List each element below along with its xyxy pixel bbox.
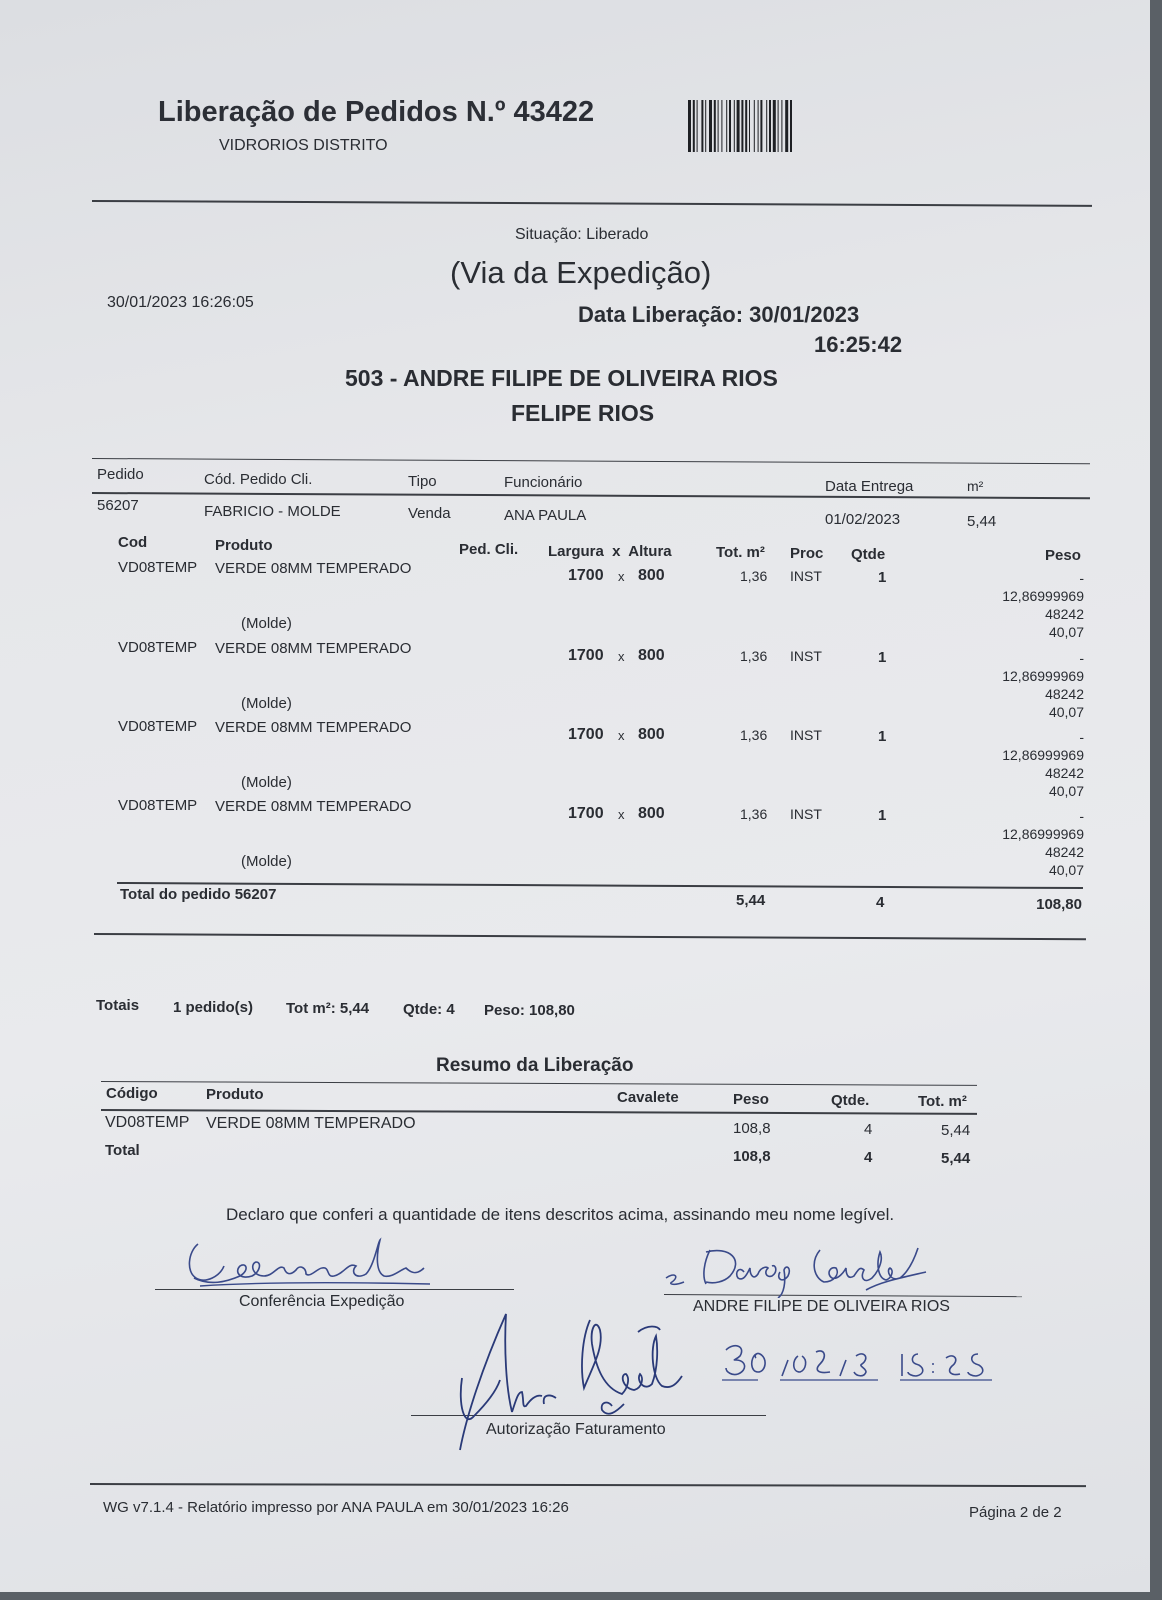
items-col-peso: Peso (1045, 547, 1081, 564)
item-proc: INST (790, 648, 822, 664)
handwritten-date (720, 1338, 1010, 1388)
item-peso-line: 48242 (1045, 606, 1084, 622)
order-cod-pedido-cli: FABRICIO - MOLDE (204, 503, 341, 520)
item-altura: 800 (638, 567, 665, 584)
items-col-produto: Produto (215, 537, 273, 554)
items-col-ped-cli: Ped. Cli. (459, 541, 519, 558)
item-tot-m2: 1,36 (740, 727, 768, 743)
item-qtde: 1 (878, 569, 887, 586)
summary-row-qtde: 4 (864, 1121, 873, 1138)
item-peso-line: 40,07 (1048, 624, 1084, 640)
client-line: 503 - ANDRE FILIPE DE OLIVEIRA RIOS (345, 365, 778, 391)
item-altura: 800 (638, 726, 665, 743)
handwritten-signature-autorizacao (452, 1308, 692, 1456)
summary-col-qtde: Qtde. (831, 1092, 870, 1109)
item-altura: 800 (638, 805, 665, 822)
summary-title: Resumo da Liberação (436, 1055, 634, 1076)
item-peso-line: 48242 (1045, 686, 1084, 702)
item-peso-line: 48242 (1045, 765, 1084, 781)
item-produto: VERDE 08MM TEMPERADO (215, 719, 412, 736)
item-peso-line: - (1079, 570, 1084, 586)
status-text: Situação: Liberado (515, 226, 649, 243)
col-funcionario: Funcionário (504, 474, 583, 491)
item-cod: VD08TEMP (118, 559, 198, 576)
item-cod: VD08TEMP (118, 639, 198, 656)
handwritten-signature-cliente (660, 1238, 935, 1298)
order-m2: 5,44 (967, 513, 997, 530)
col-m2: m² (967, 478, 984, 494)
summary-total-peso: 108,8 (733, 1148, 771, 1165)
signature-label-conferencia: Conferência Expedição (239, 1293, 405, 1310)
handwritten-signature-conferencia (180, 1232, 440, 1294)
summary-row-codigo: VD08TEMP (105, 1114, 190, 1131)
order-total-m2: 5,44 (736, 892, 766, 909)
item-cod: VD08TEMP (118, 797, 198, 814)
col-tipo: Tipo (408, 473, 437, 490)
order-total-label: Total do pedido 56207 (120, 886, 277, 903)
summary-col-codigo: Código (106, 1085, 158, 1102)
col-pedido: Pedido (97, 466, 144, 483)
item-peso-line: 40,07 (1048, 862, 1084, 878)
item-tot-m2: 1,36 (740, 568, 768, 584)
item-peso-line: - (1079, 729, 1084, 745)
signature-label-autorizacao: Autorização Faturamento (486, 1421, 666, 1438)
order-data-entrega: 01/02/2023 (825, 511, 901, 528)
item-qtde: 1 (878, 807, 887, 824)
item-tot-m2: 1,36 (740, 648, 768, 664)
item-peso-line: 12,86999969 (1002, 747, 1084, 763)
item-x: x (618, 569, 625, 584)
items-col-tot-m2: Tot. m² (716, 544, 765, 561)
item-produto: VERDE 08MM TEMPERADO (215, 560, 412, 577)
items-col-cod: Cod (118, 534, 148, 551)
summary-col-cavalete: Cavalete (617, 1089, 679, 1106)
footer-page-number: Página 2 de 2 (969, 1504, 1062, 1521)
totals-peso: Peso: 108,80 (484, 1002, 575, 1019)
item-note: (Molde) (241, 695, 292, 712)
copy-label: (Via da Expedição) (450, 255, 712, 290)
summary-row-peso: 108,8 (733, 1120, 771, 1137)
order-total-qtde: 4 (876, 894, 885, 911)
items-col-dims: Largura x Altura (548, 543, 672, 560)
summary-total-qtde: 4 (864, 1149, 873, 1166)
order-pedido: 56207 (97, 497, 139, 514)
item-altura: 800 (638, 647, 665, 664)
item-x: x (618, 649, 625, 664)
order-tipo: Venda (408, 505, 451, 522)
item-produto: VERDE 08MM TEMPERADO (215, 640, 412, 657)
item-proc: INST (790, 806, 822, 822)
item-largura: 1700 (568, 726, 604, 743)
totals-label: Totais (96, 997, 140, 1014)
items-col-qtde: Qtde (851, 546, 886, 563)
item-note: (Molde) (241, 853, 292, 870)
item-largura: 1700 (568, 805, 604, 822)
release-date: Data Liberação: 30/01/2023 (578, 302, 860, 327)
item-x: x (618, 728, 625, 743)
item-peso-line: 40,07 (1048, 783, 1084, 799)
item-largura: 1700 (568, 647, 604, 664)
summary-col-produto: Produto (206, 1086, 264, 1103)
release-time: 16:25:42 (814, 332, 903, 357)
item-peso-line: 12,86999969 (1002, 668, 1084, 684)
item-proc: INST (790, 568, 822, 584)
summary-row-produto: VERDE 08MM TEMPERADO (206, 1115, 416, 1132)
totals-m2: Tot m²: 5,44 (286, 1000, 370, 1017)
item-note: (Molde) (241, 774, 292, 791)
document-title: Liberação de Pedidos N.º 43422 (158, 96, 595, 128)
item-cod: VD08TEMP (118, 718, 198, 735)
item-peso-line: 48242 (1045, 844, 1084, 860)
signature-label-cliente: ANDRE FILIPE DE OLIVEIRA RIOS (693, 1298, 950, 1315)
item-peso-line: - (1079, 808, 1084, 824)
item-note: (Molde) (241, 615, 292, 632)
client-short-name: FELIPE RIOS (511, 400, 655, 426)
item-peso-line: 12,86999969 (1002, 588, 1084, 604)
item-produto: VERDE 08MM TEMPERADO (215, 798, 412, 815)
summary-col-peso: Peso (733, 1091, 769, 1108)
order-funcionario: ANA PAULA (504, 507, 587, 524)
summary-total-m2: 5,44 (941, 1150, 971, 1167)
item-x: x (618, 807, 625, 822)
item-tot-m2: 1,36 (740, 806, 768, 822)
totals-qtde: Qtde: 4 (403, 1001, 455, 1018)
item-largura: 1700 (568, 567, 604, 584)
declaration-text: Declaro que conferi a quantidade de itens descritos acima, assinando meu nome legível. (226, 1205, 895, 1224)
item-qtde: 1 (878, 728, 887, 745)
company-name: VIDRORIOS DISTRITO (219, 137, 388, 154)
order-total-peso: 108,80 (1036, 896, 1082, 913)
col-cod-pedido-cli: Cód. Pedido Cli. (204, 471, 313, 488)
item-peso-line: - (1079, 650, 1084, 666)
footer-printed-by: WG v7.1.4 - Relatório impresso por ANA PAULA em 30/01/2023 16:26 (103, 1499, 569, 1516)
item-peso-line: 40,07 (1048, 704, 1084, 720)
summary-col-tot-m2: Tot. m² (918, 1093, 967, 1110)
totals-pedidos: 1 pedido(s) (173, 999, 254, 1016)
summary-total-label: Total (105, 1142, 140, 1159)
item-proc: INST (790, 727, 822, 743)
summary-row-m2: 5,44 (941, 1122, 971, 1139)
col-data-entrega: Data Entrega (825, 478, 914, 495)
items-col-proc: Proc (790, 545, 824, 562)
item-peso-line: 12,86999969 (1002, 826, 1084, 842)
item-qtde: 1 (878, 649, 887, 666)
print-datetime: 30/01/2023 16:26:05 (107, 294, 254, 311)
barcode (688, 100, 863, 152)
